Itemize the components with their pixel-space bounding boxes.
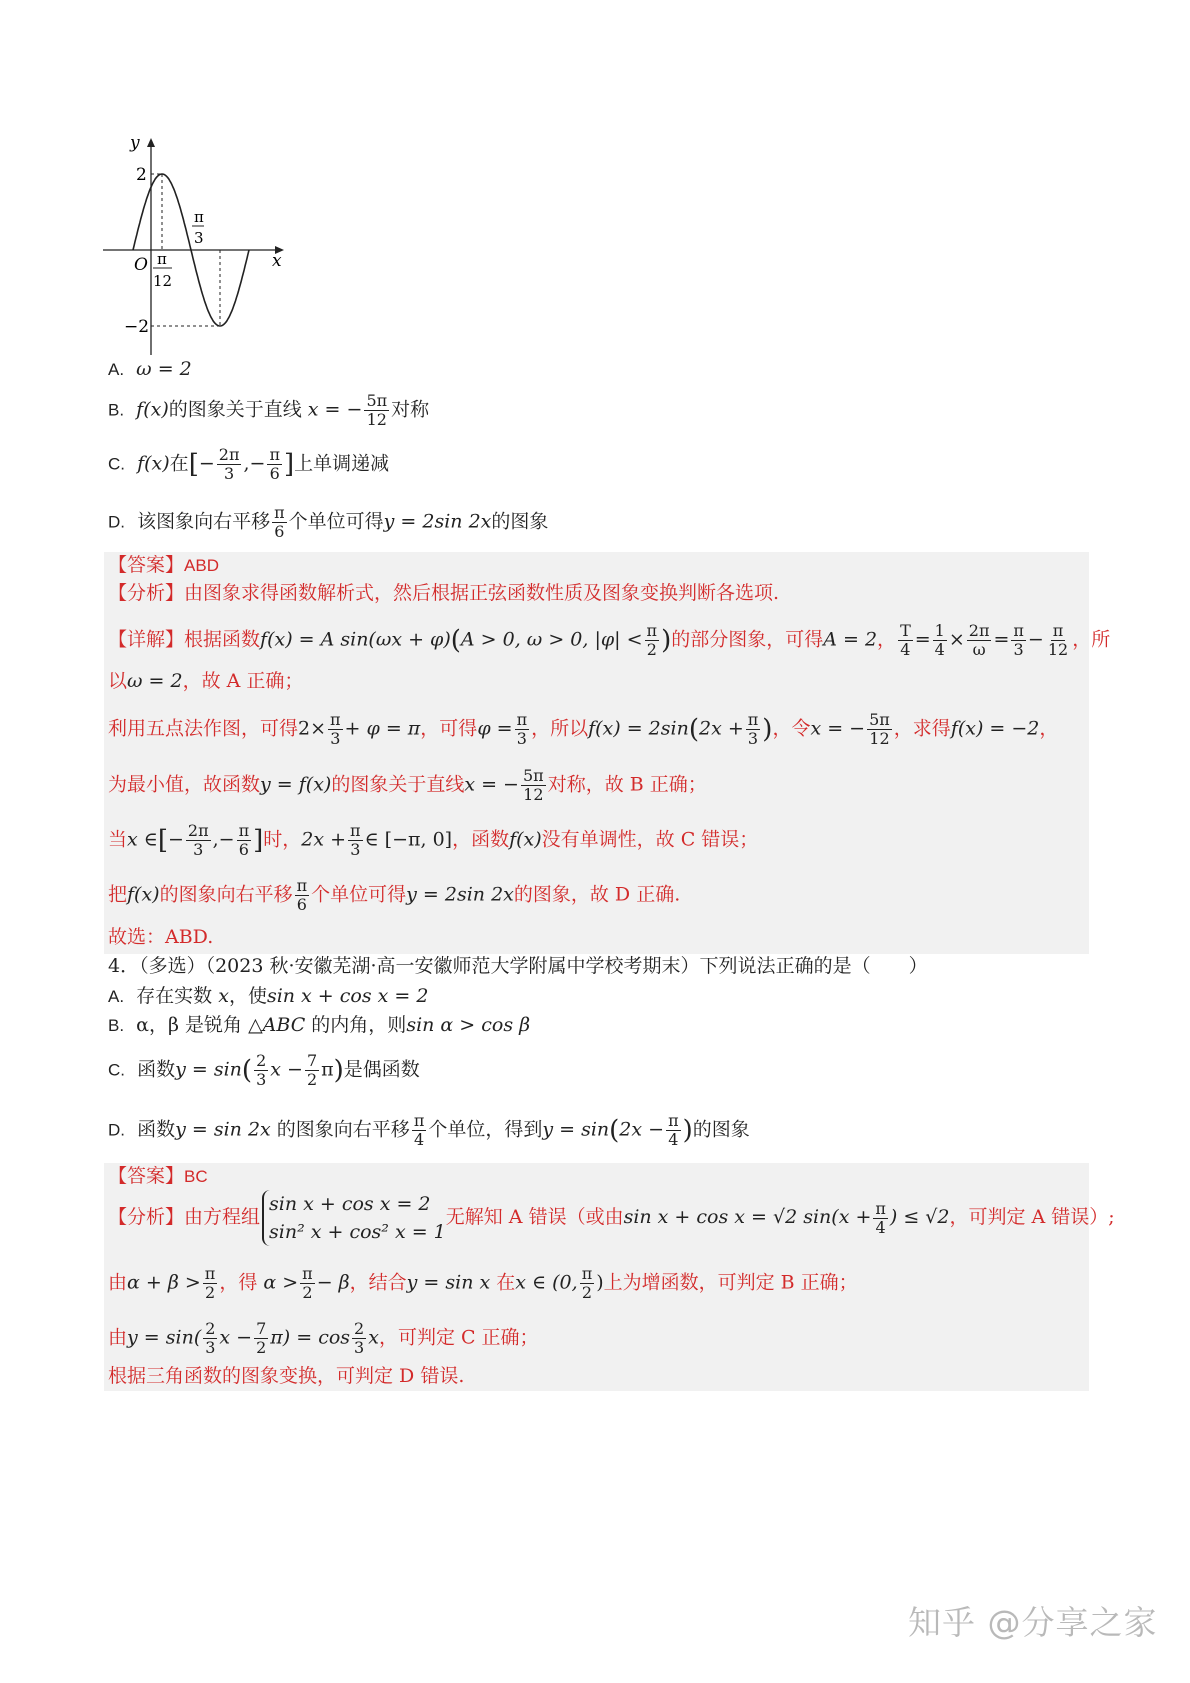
q3-option-c: C. f(x)在[− $\frac{2\pi}{3}$ ,− $\frac{\pi}{6}$ ]上单调递减 xyxy=(108,445,390,483)
equation-system: sin x + cos x = 2 sin² x + cos² x = 1 xyxy=(262,1190,446,1246)
q4-option-b: B. α，β 是锐角 △ABC 的内角，则sin α > cos β xyxy=(108,1014,531,1036)
q4-analysis-4: 根据三角函数的图象变换，可判定 D 错误. xyxy=(108,1365,465,1387)
q3-detail-4: 为最小值，故函数y = f(x)的图象关于直线x = − $\frac{5\pi}{12}$ 对称，故 B 正确； xyxy=(108,766,707,804)
q3-analysis: 【分析】由图象求得函数解析式，然后根据正弦函数性质及图象变换判断各选项. xyxy=(108,582,780,604)
tick-pi3-den: 3 xyxy=(194,229,204,247)
fraction: $\frac{2\pi}{3}$ xyxy=(218,445,240,483)
fraction: $\frac{\pi}{6}$ xyxy=(274,503,285,541)
q4-answer: 【答案】BC xyxy=(108,1165,208,1187)
tick-pi3-num: π xyxy=(194,208,204,226)
fraction: $\frac{\pi}{6}$ xyxy=(269,445,280,483)
q4-option-c: C. 函数y = sin( $\frac{2}{3}$ x − $\frac{7}{2}$ π)是偶函数 xyxy=(108,1051,420,1089)
q3-option-d: D. 该图象向右平移 $\frac{\pi}{6}$ 个单位可得y = 2sin 2x的图象 xyxy=(108,503,549,541)
fraction: $\frac{5\pi}{12}$ xyxy=(366,391,388,429)
q3-detail-5: 当x ∈[− $\frac{2\pi}{3}$ ,− $\frac{\pi}{6}$ ]时，2x + $\frac{\pi}{3}$ ∈ [−π, 0]，函数f(x)没有单调性，故 C 错误； xyxy=(108,821,759,859)
tick-pi12-num: π xyxy=(157,250,167,268)
q3-detail-1: 【详解】根据函数f(x) = A sin(ωx + φ)(A > 0, ω > 0, |φ| < $\frac{\pi}{2}$ )的部分图象，可得A = 2， $\frac{T}{4}$ = $\frac{1}{4}$ × $\frac{2\pi}{\omega}$ = $\frac{\pi}{3}$ − $\frac{\pi}{12}$ ，所 xyxy=(108,621,1111,659)
q4-option-d: D. 函数y = sin 2x 的图象向右平移 $\frac{\pi}{4}$ 个单位，得到y = sin(2x − $\frac{\pi}{4}$ )的图象 xyxy=(108,1111,750,1149)
x-label: x xyxy=(272,251,282,271)
q3-final: 故选：ABD. xyxy=(108,926,214,948)
q4-analysis-2: 由α + β > $\frac{\pi}{2}$ ，得 α > $\frac{\pi}{2}$ − β，结合y = sin x 在x ∈ (0, $\frac{\pi}{2}$ )上为增函数，可判定 B 正确； xyxy=(108,1264,858,1302)
sine-graph xyxy=(100,130,300,360)
y-max-label: 2 xyxy=(136,165,147,185)
q4-option-a: A. 存在实数 x，使sin x + cos x = 2 xyxy=(108,985,429,1007)
q4-stem: 4．（多选）（2023 秋·安徽芜湖·高一安徽师范大学附属中学校考期末）下列说法正确的是（ ） xyxy=(108,955,928,977)
q3-detail-6: 把f(x)的图象向右平移 $\frac{\pi}{6}$ 个单位可得y = 2sin 2x的图象，故 D 正确. xyxy=(108,876,681,914)
q3-option-a: A. ω = 2 xyxy=(108,358,192,380)
watermark: 知乎 @分享之家 xyxy=(908,1603,1158,1642)
y-axis-arrow xyxy=(147,138,155,147)
q3-option-b: B. f(x)的图象关于直线 x = − $\frac{5\pi}{12}$ 对称 xyxy=(108,391,430,429)
q3-detail-3: 利用五点法作图，可得2× $\frac{\pi}{3}$ + φ = π，可得φ = $\frac{\pi}{3}$ ，所以f(x) = 2sin(2x + $\frac{\pi}{3}$ )，令x = − $\frac{5\pi}{12}$ ，求得f(x) = −2， xyxy=(108,710,1059,748)
origin-label: O xyxy=(134,255,148,275)
y-min-label: −2 xyxy=(124,317,150,337)
q4-analysis: 【分析】由方程组 sin x + cos x = 2 sin² x + cos² x = 1 无解知 A 错误（或由sin x + cos x = √2 sin(x + $\frac{\pi}{4}$ ) ≤ √2，可判定 A 错误）; xyxy=(108,1190,1115,1246)
q3-answer: 【答案】ABD xyxy=(108,554,219,576)
q4-analysis-3: 由y = sin( $\frac{2}{3}$ x − $\frac{7}{2}$ π) = cos $\frac{2}{3}$ x，可判定 C 正确； xyxy=(108,1319,539,1357)
y-label: y xyxy=(130,133,140,153)
q3-detail-2: 以ω = 2，故 A 正确； xyxy=(108,670,304,692)
tick-pi12-den: 12 xyxy=(153,272,173,290)
